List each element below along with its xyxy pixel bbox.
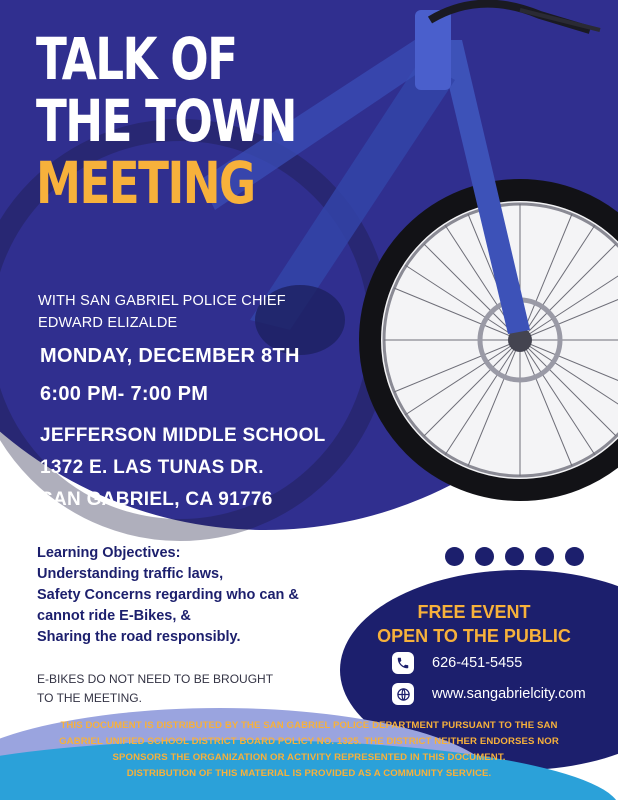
dot — [505, 547, 524, 566]
dot — [445, 547, 464, 566]
free-event-line-1: FREE EVENT — [417, 602, 531, 622]
globe-icon — [392, 683, 414, 705]
event-date: MONDAY, DECEMBER 8TH — [40, 345, 300, 367]
disclaimer-line-1: THIS DOCUMENT IS DISTRIBUTED BY THE SAN GABRIEL POLICE DEPARTMENT PURSUANT TO THE SAN — [60, 720, 558, 731]
city-address: SAN GABRIEL, CA 91776 — [40, 489, 273, 510]
phone-number-link[interactable]: 626-451-5455 — [432, 655, 523, 671]
venue-name: JEFFERSON MIDDLE SCHOOL — [40, 425, 326, 446]
website-link[interactable]: www.sangabrielcity.com — [432, 686, 586, 702]
objective-item: Safety Concerns regarding who can & — [37, 587, 299, 603]
host-line-1: WITH SAN GABRIEL POLICE CHIEF — [38, 293, 286, 309]
street-address: 1372 E. LAS TUNAS DR. — [40, 457, 264, 478]
title-line-3: MEETING — [36, 149, 255, 217]
objectives-heading: Learning Objectives: — [37, 545, 181, 561]
event-location — [40, 420, 326, 516]
free-event-line-2: OPEN TO THE PUBLIC — [377, 626, 571, 646]
dot — [565, 547, 584, 566]
free-event-banner — [352, 600, 596, 648]
phone-icon — [392, 652, 414, 674]
note-line-2: TO THE MEETING. — [37, 691, 142, 705]
objective-item: Understanding traffic laws, — [37, 566, 224, 582]
objective-item: cannot ride E-Bikes, & — [37, 608, 191, 624]
title-line-1: TALK OF — [36, 25, 237, 93]
disclaimer-line-2: GABRIEL UNIFIED SCHOOL DISTRICT BOARD POLICY NO. 1325. THE DISTRICT NEITHER ENDORSES NOR — [59, 736, 559, 747]
phone-contact — [392, 652, 522, 674]
host-subtitle — [38, 290, 286, 334]
title-line-2: THE TOWN — [36, 87, 296, 155]
disclaimer-text — [0, 718, 618, 782]
decorative-dots — [445, 547, 584, 566]
note-line-1: E-BIKES DO NOT NEED TO BE BROUGHT — [37, 672, 274, 686]
dot — [535, 547, 554, 566]
event-time: 6:00 PM- 7:00 PM — [40, 383, 209, 405]
disclaimer-line-3: SPONSORS THE ORGANIZATION OR ACTIVITY REPRESENTED IN THIS DOCUMENT. — [112, 752, 506, 763]
dot — [475, 547, 494, 566]
host-line-2: EDWARD ELIZALDE — [38, 315, 178, 331]
disclaimer-line-4: DISTRIBUTION OF THIS MATERIAL IS PROVIDED AS A COMMUNITY SERVICE. — [126, 768, 492, 779]
page-title — [36, 25, 296, 217]
ebike-note — [37, 670, 273, 708]
learning-objectives — [37, 543, 299, 648]
objective-item: Sharing the road responsibly. — [37, 629, 241, 645]
website-contact — [392, 683, 586, 705]
